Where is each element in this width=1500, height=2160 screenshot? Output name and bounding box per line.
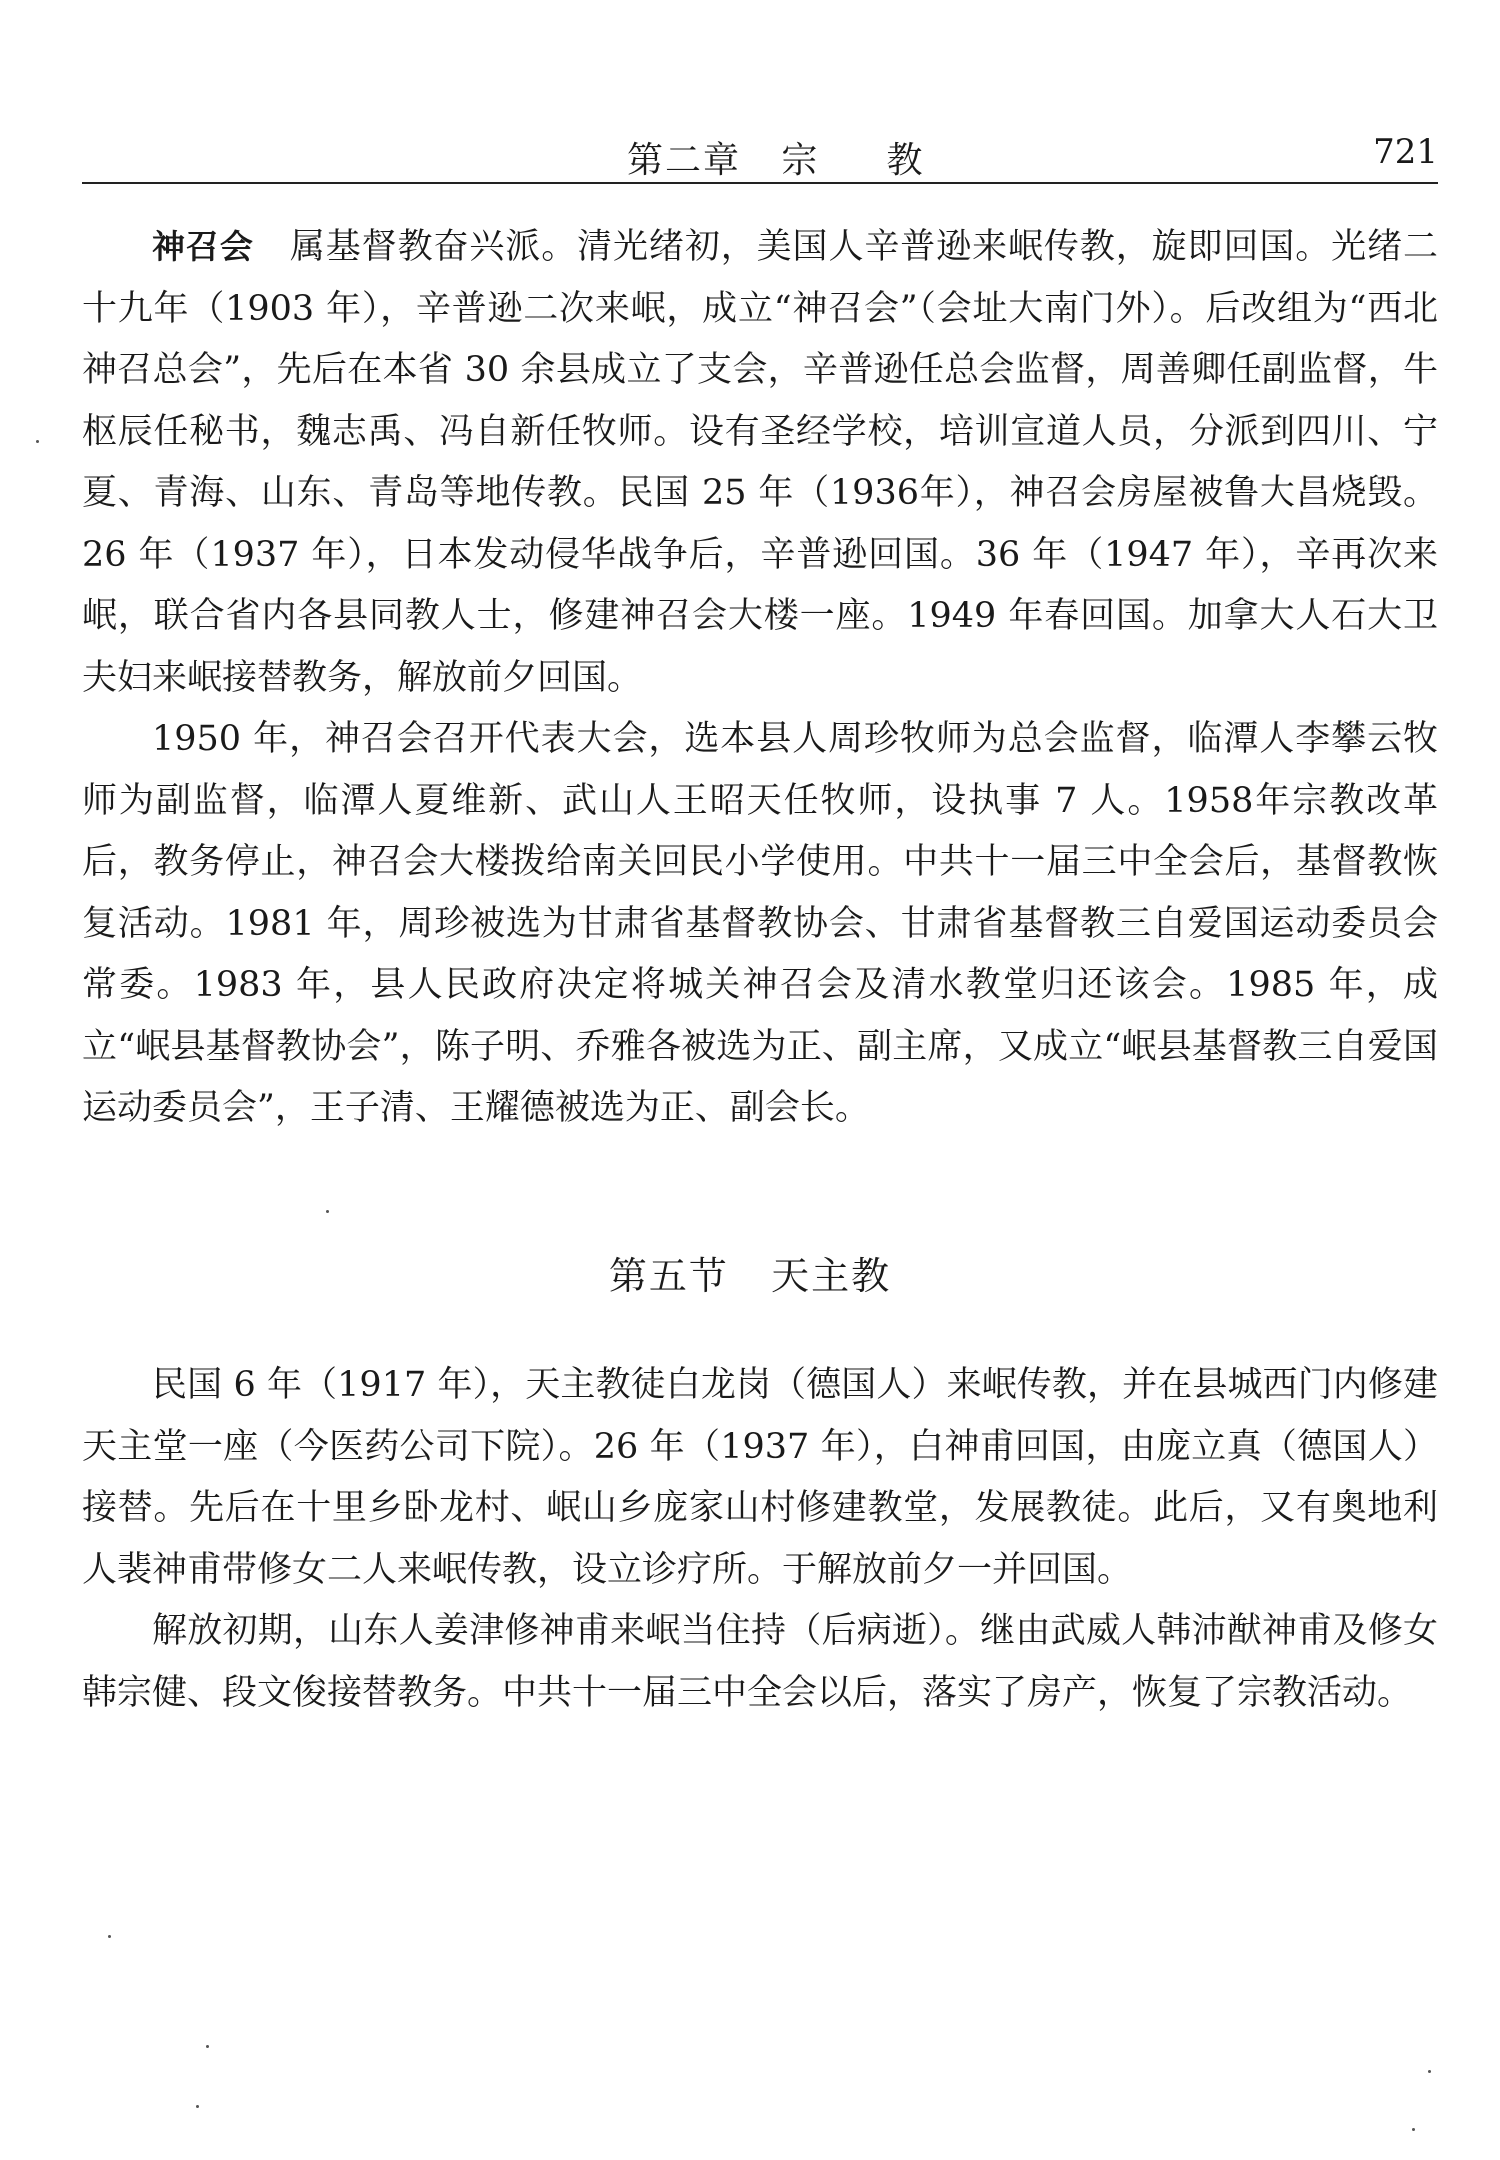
paragraph: 民国 6 年（1917 年），天主教徒白龙岗（德国人）来岷传教，并在县城西门内修建天主堂一座（今医药公司下院）。26 年（1937 年），白神甫回国，由庞立真（德国人）接替。先后在十里乡卧龙村、岷山乡庞家山村修建教堂，发展教徒。此后，又有奥地利人裴神甫带修女二人来岷传教，设立诊疗所。于解放前夕一并回国。 (82, 1365, 1438, 1590)
section-heading: 第五节 天主教 (608, 1254, 892, 1298)
scan-speck (196, 2105, 199, 2108)
scan-speck (206, 2045, 209, 2048)
paragraph: 解放初期，山东人姜津修神甫来岷当住持（后病逝）。继由武威人韩沛猷神甫及修女韩宗健、段文俊接替教务。中共十一届三中全会以后，落实了房产，恢复了宗教活动。 (82, 1611, 1438, 1713)
page-number: 721 (1373, 132, 1438, 172)
scan-speck (326, 1210, 329, 1213)
entry-term: 神召会 (152, 227, 254, 266)
scan-speck (1428, 2070, 1431, 2073)
paragraph: 1950 年，神召会召开代表大会，选本县人周珍牧师为总会监督，临潭人李攀云牧师为副监督，临潭人夏维新、武山人王昭天任牧师，设执事 7 人。1958年宗教改革后，教务停止，神召会大楼拨给南关回民小学使用。中共十一届三中全会后，基督教恢复活动。1981 年，周珍被选为甘肃省基督教协会、甘肃省基督教三自爱国运动委员会常委。1983 年，县人民政府决定将城关神召会及清水教堂归还该会。1985 年，成立“岷县基督教协会”，陈子明、乔雅各被选为正、副主席，又成立“岷县基督教三自爱国运动委员会”，王子清、王耀德被选为正、副会长。 (82, 719, 1438, 1128)
section-shenzhaohui (82, 216, 1438, 1140)
scan-speck (108, 1935, 111, 1938)
paragraph (82, 216, 1438, 709)
section-catholicism (82, 1355, 1438, 1724)
header-divider (82, 182, 1438, 184)
running-header (82, 122, 1438, 182)
scan-speck (1412, 2128, 1415, 2131)
paragraph-text: 属基督教奋兴派。清光绪初，美国人辛普逊来岷传教，旋即回国。光绪二十九年（1903 年），辛普逊二次来岷，成立“神召会”（会址大南门外）。后改组为“西北神召总会”，先后在本省 30 余县成立了支会，辛普逊任总会监督，周善卿任副监督，牛枢辰任秘书，魏志禹、冯自新任牧师。设有圣经学校，培训宣道人员，分派到四川、宁夏、青海、山东、青岛等地传教。民国 25 年（1936年），神召会房屋被鲁大昌烧毁。26 年（1937 年），日本发动侵华战争后，辛普逊回国。36 年（1947 年），辛再次来岷，联合省内各县同教人士，修建神召会大楼一座。1949 年春回国。加拿大人石大卫夫妇来岷接替教务，解放前夕回国。 (82, 227, 1438, 698)
chapter-title: 第二章 宗 教 (627, 140, 925, 181)
scan-speck (36, 440, 39, 443)
